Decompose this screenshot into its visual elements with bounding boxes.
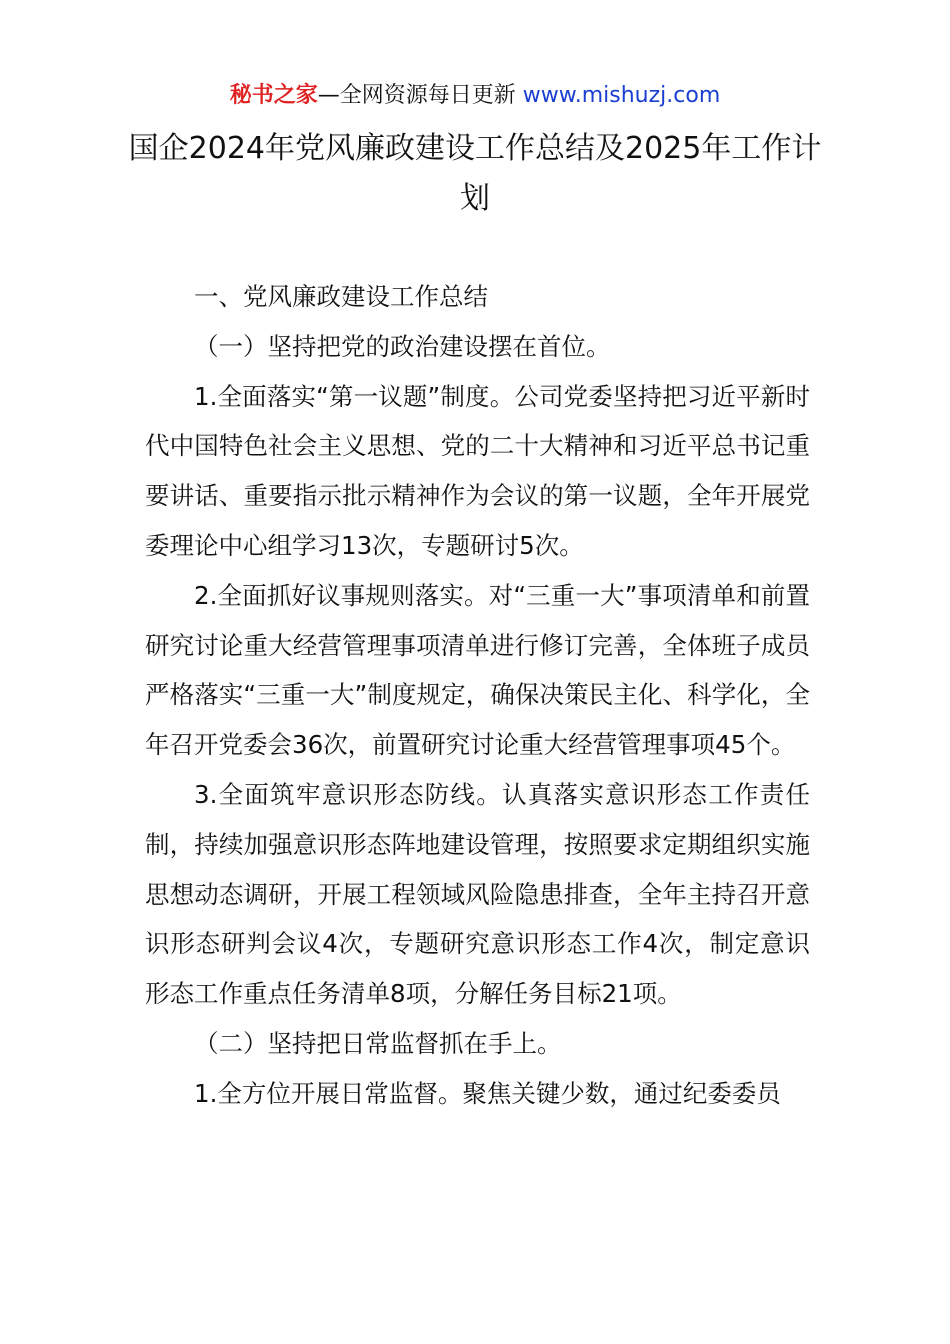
body-paragraph: 1.全面落实“第一议题”制度。公司党委坚持把习近平新时代中国特色社会主义思想、党的二十大精神和习近平总书记重要讲话、重要指示批示精神作为会议的第一议题，全年开展党委理论中心组学习13次，专题研讨5次。 bbox=[145, 381, 810, 560]
document-body bbox=[145, 272, 810, 1119]
document-title: 国企2024年党风廉政建设工作总结及2025年工作计划 bbox=[128, 131, 822, 216]
banner-brand: 秘书之家 bbox=[229, 83, 318, 108]
body-paragraph: 3.全面筑牢意识形态防线。认真落实意识形态工作责任制，持续加强意识形态阵地建设管理，按照要求定期组织实施思想动态调研，开展工程领域风险隐患排查，全年主持召开意识形态研判会议4次，专题研究意识形态工作4次，制定意识形态工作重点任务清单8项，分解任务目标21项。 bbox=[145, 779, 810, 1009]
site-banner bbox=[0, 80, 950, 112]
subsection-heading: （二）坚持把日常监督抓在手上。 bbox=[194, 1028, 562, 1058]
banner-url[interactable]: www.mishuzj.com bbox=[522, 83, 721, 108]
section-heading: 一、党风廉政建设工作总结 bbox=[194, 282, 488, 311]
banner-tagline: —全网资源每日更新 bbox=[317, 83, 523, 108]
body-paragraph: 2.全面抓好议事规则落实。对“三重一大”事项清单和前置研究讨论重大经营管理事项清单进行修订完善，全体班子成员严格落实“三重一大”制度规定，确保决策民主化、科学化，全年召开党委会36次，前置研究讨论重大经营管理事项45个。 bbox=[145, 580, 810, 760]
subsection-heading: （一）坚持把党的政治建设摆在首位。 bbox=[194, 331, 611, 361]
body-paragraph: 1.全方位开展日常监督。聚焦关键少数，通过纪委委员 bbox=[194, 1078, 781, 1108]
